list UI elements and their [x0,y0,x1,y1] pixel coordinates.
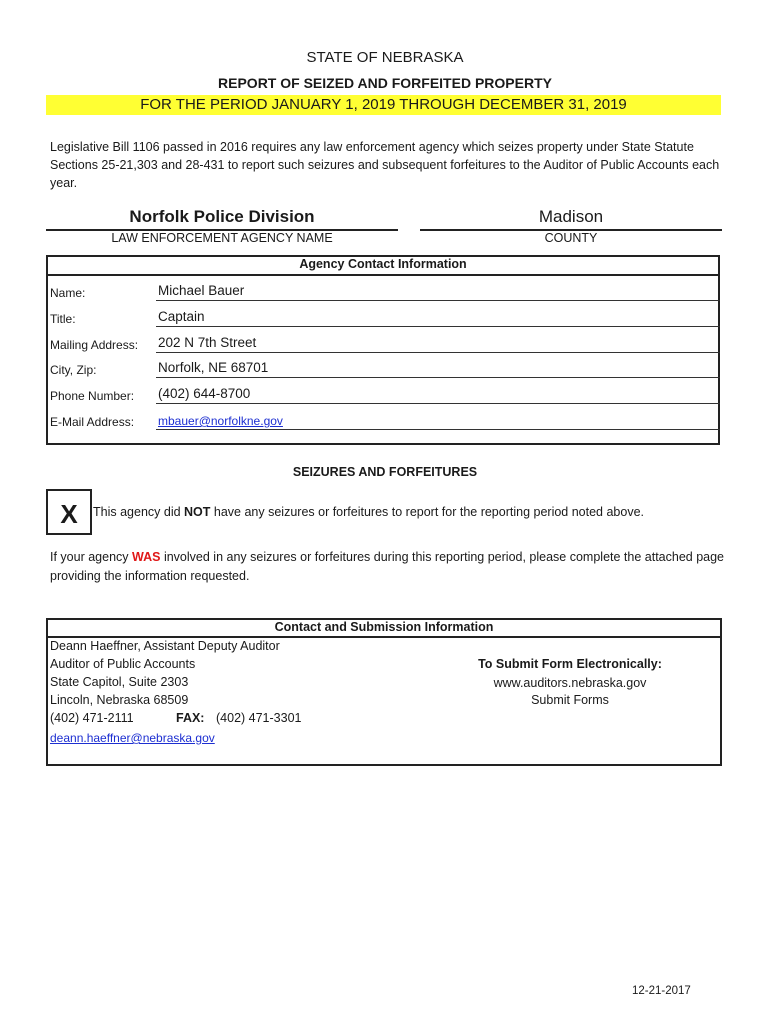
auditor-phone: (402) 471-2111 [50,711,134,725]
reporting-period-banner: FOR THE PERIOD JANUARY 1, 2019 THROUGH DECEMBER 31, 2019 [46,95,721,115]
contact-title-label: Title: [50,312,76,326]
contact-title-field[interactable]: Captain [158,309,205,324]
contact-header-divider [46,274,720,276]
auditor-name: Deann Haeffner, Assistant Deputy Auditor [50,639,280,653]
auditor-fax-label: FAX: [176,711,205,725]
agency-contact-header: Agency Contact Information [299,257,467,271]
contact-title-underline [156,326,720,327]
contact-phone-label: Phone Number: [50,389,135,403]
contact-phone-underline [156,403,720,404]
no-seizures-text-start: This agency did [93,505,185,519]
contact-name-underline [156,300,720,301]
contact-email-link[interactable]: mbauer@norfolkne.gov [158,414,283,428]
was-text-end: involved in any seizures or forfeitures during this reporting period, please complete the attached page providing the information requested. [50,550,725,583]
agency-name-field[interactable]: Norfolk Police Division [129,207,315,226]
submit-forms-text[interactable]: Submit Forms [531,693,609,707]
submit-electronically-title: To Submit Form Electronically: [478,657,662,671]
contact-city-field[interactable]: Norfolk, NE 68701 [158,360,269,375]
contact-address-field[interactable]: 202 N 7th Street [158,335,257,350]
agency-name-label: LAW ENFORCEMENT AGENCY NAME [111,231,333,245]
contact-address-label: Mailing Address: [50,338,139,352]
no-seizures-not-word: NOT [184,505,211,519]
auditor-fax: (402) 471-3301 [216,711,302,725]
submit-website[interactable]: www.auditors.nebraska.gov [493,676,647,690]
form-date-code: 12-21-2017 [632,985,691,997]
seizures-section-title: SEIZURES AND FORFEITURES [292,465,478,479]
county-field[interactable]: Madison [538,207,604,226]
no-seizures-text-end: have any seizures or forfeitures to report for the reporting period noted above. [210,505,645,519]
contact-name-field[interactable]: Michael Bauer [158,283,245,298]
report-title: REPORT OF SEIZED AND FORFEITED PROPERTY [218,75,552,91]
submission-info-header: Contact and Submission Information [274,620,494,634]
county-label: COUNTY [544,231,598,245]
contact-email-label: E-Mail Address: [50,415,135,429]
contact-city-underline [156,377,720,378]
auditor-email-link[interactable]: deann.haeffner@nebraska.gov [50,731,215,745]
submission-header-divider [46,636,722,638]
contact-name-label: Name: [50,286,86,300]
was-involved-statement [50,548,725,586]
no-seizures-checkbox[interactable]: X [46,489,92,535]
no-seizures-statement [93,505,644,519]
intro-paragraph: Legislative Bill 1106 passed in 2016 requires any law enforcement agency which seizes property under State Statute Sections 25-21,303 and 28-431 to report such seizures and subsequent forfeitures to the Auditor of Public Accounts each year. [50,140,720,190]
agency-contact-box [46,255,720,445]
state-title: STATE OF NEBRASKA [306,49,464,66]
was-text-start: If your agency [50,550,132,564]
auditor-city: Lincoln, Nebraska 68509 [50,693,189,707]
contact-address-underline [156,352,720,353]
contact-phone-field[interactable]: (402) 644-8700 [158,386,251,401]
auditor-suite: State Capitol, Suite 2303 [50,675,189,689]
was-word: WAS [132,550,161,564]
auditor-office: Auditor of Public Accounts [50,657,196,671]
contact-city-label: City, Zip: [50,363,97,377]
contact-email-underline [156,429,720,430]
